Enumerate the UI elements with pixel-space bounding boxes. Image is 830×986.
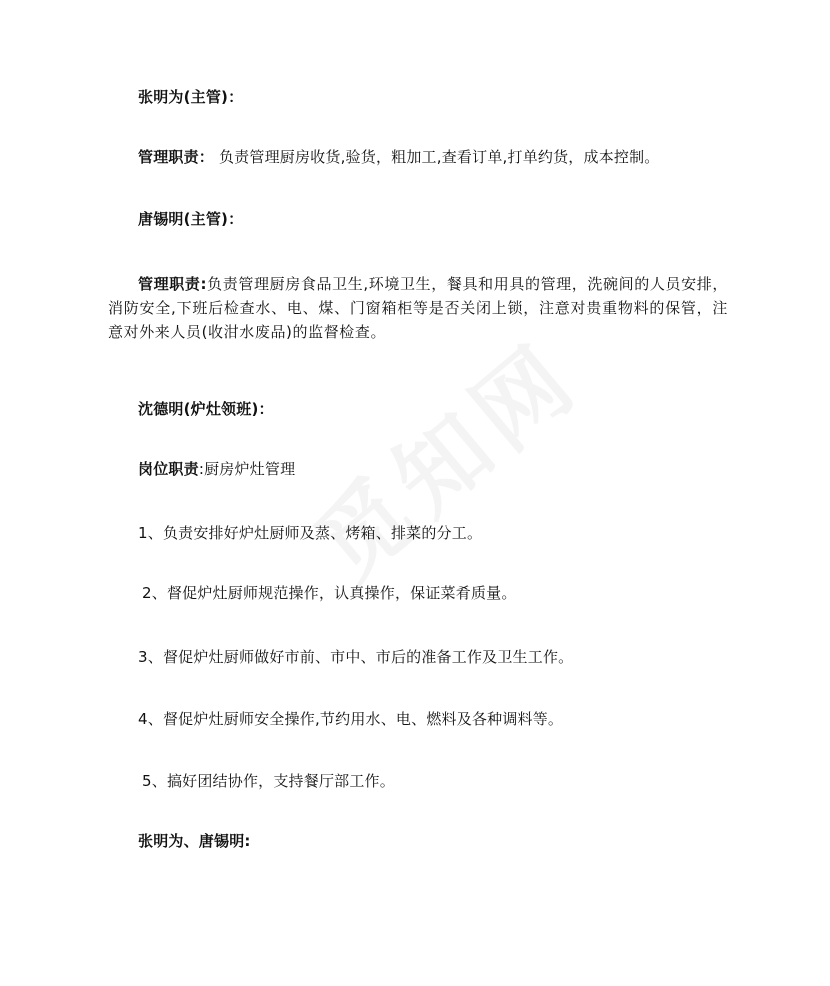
list-item-3: 3、督促炉灶厨师做好市前、市中、市后的准备工作及卫生工作。 <box>138 648 574 666</box>
duty-3-line <box>138 458 295 480</box>
list-item-1: 1、负责安排好炉灶厨师及蒸、烤箱、排菜的分工。 <box>138 524 483 542</box>
heading-zhang-tang: 张明为、唐锡明: <box>138 832 251 850</box>
duty-2-text: 负责管理厨房食品卫生,环境卫生，餐具和用具的管理，洗碗间的人员安排，消防安全,下班后检查水、电、煤、门窗箱柜等是否关闭上锁，注意对贵重物料的保管，注意对外来人员(收泔水废品)的监督检查。 <box>108 275 729 341</box>
duty-1-line <box>138 146 660 168</box>
duty-2-label: 管理职责: <box>138 275 208 293</box>
heading-tang-ximing: 唐锡明(主管)： <box>138 210 244 228</box>
list-item-2: 2、督促炉灶厨师规范操作，认真操作，保证菜肴质量。 <box>142 584 517 602</box>
duty-1-label: 管理职责： <box>138 148 215 166</box>
heading-zhang-mingwei: 张明为(主管)： <box>138 88 244 106</box>
list-item-4: 4、督促炉灶厨师安全操作,节约用水、电、燃料及各种调料等。 <box>138 710 564 728</box>
duty-2-paragraph <box>108 272 728 344</box>
heading-shen-deming: 沈德明(炉灶领班)： <box>138 400 274 418</box>
duty-3-text: :厨房炉灶管理 <box>198 460 296 478</box>
duty-3-label: 岗位职责 <box>138 460 199 478</box>
list-item-5: 5、搞好团结协作，支持餐厅部工作。 <box>142 772 395 790</box>
duty-1-text: 负责管理厨房收货,验货，粗加工,查看订单,打单约货，成本控制。 <box>214 148 660 166</box>
watermark <box>283 307 602 605</box>
